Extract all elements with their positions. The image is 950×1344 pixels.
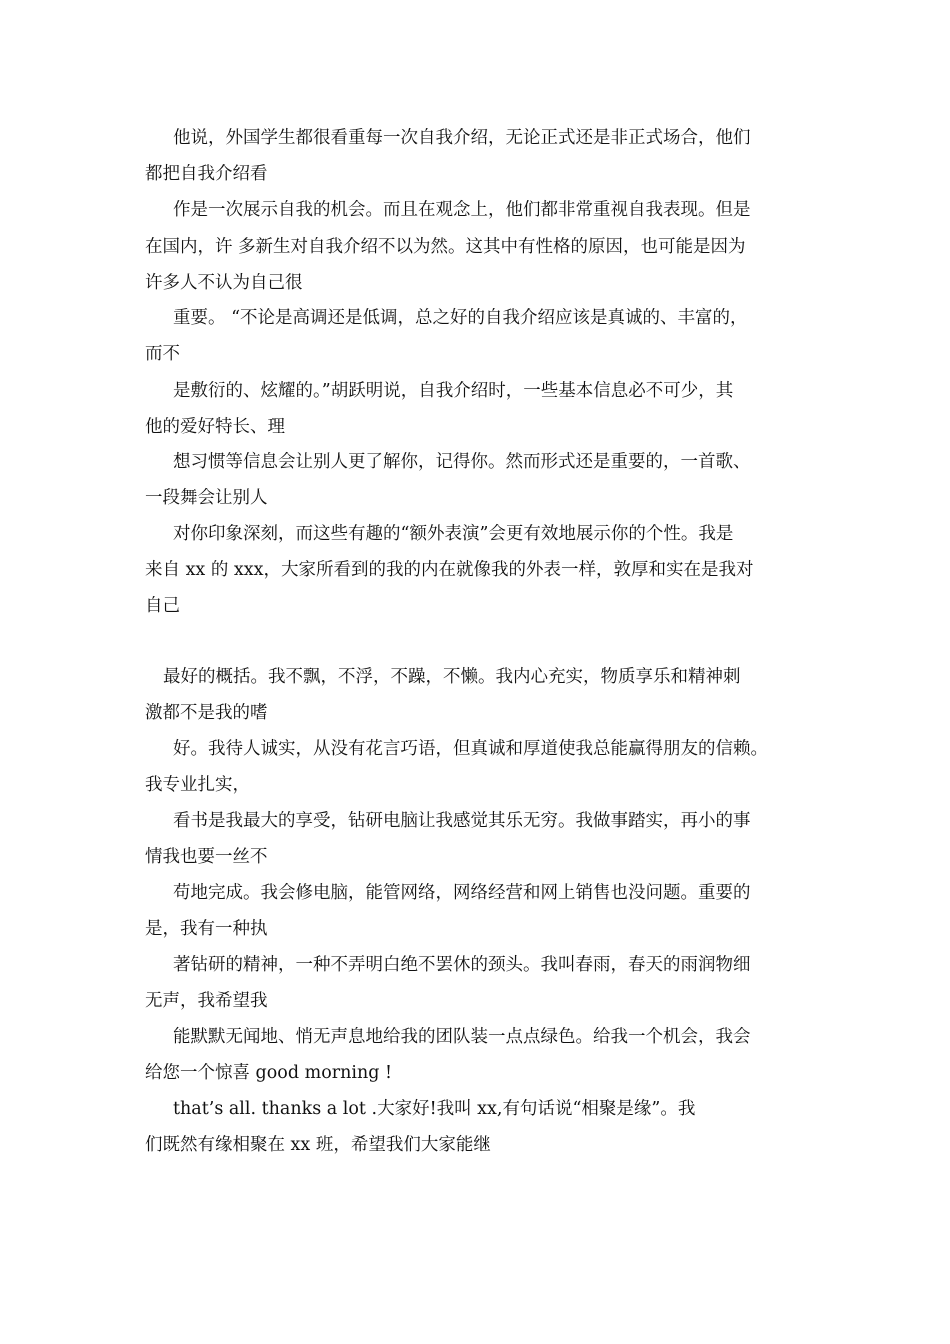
paragraph-line: 作是一次展示自我的机会。而且在观念上，他们都非常重视自我表现。但是 xyxy=(173,200,751,220)
paragraph-line: 许多人不认为自己很 xyxy=(145,273,303,293)
paragraph-line: 我专业扎实， xyxy=(145,775,250,795)
paragraph-line: 能默默无闻地、悄无声息地给我的团队装一点点绿色。给我一个机会，我会 xyxy=(173,1027,751,1047)
paragraph-line: 是敷衍的、炫耀的。”胡跃明说，自我介绍时，一些基本信息必不可少，其 xyxy=(173,381,734,401)
paragraph-line: 是，我有一种执 xyxy=(145,919,268,939)
paragraph-line: 们既然有缘相聚在 xx 班，希望我们大家能继 xyxy=(145,1135,491,1155)
paragraph-line: 激都不是我的嗜 xyxy=(145,703,268,723)
paragraph-line: 好。我待人诚实，从没有花言巧语，但真诚和厚道使我总能赢得朋友的信赖。 xyxy=(173,739,768,759)
paragraph-line: 最好的概括。我不飘，不浮，不躁，不懒。我内心充实，物质享乐和精神刺 xyxy=(163,667,741,687)
paragraph-line: 都把自我介绍看 xyxy=(145,164,268,184)
paragraph-line: 来自 xx 的 xxx，大家所看到的我的内在就像我的外表一样，敦厚和实在是我对 xyxy=(145,560,754,580)
paragraph-line: 一段舞会让别人 xyxy=(145,488,268,508)
paragraph-line: 情我也要一丝不 xyxy=(145,847,268,867)
paragraph-line: 给您一个惊喜 good morning ! xyxy=(145,1063,393,1083)
paragraph-line: 在国内，许 多新生对自我介绍不以为然。这其中有性格的原因，也可能是因为 xyxy=(145,237,746,257)
paragraph-line: 他说，外国学生都很看重每一次自我介绍，无论正式还是非正式场合，他们 xyxy=(173,128,751,148)
paragraph-line: 苟地完成。我会修电脑，能管网络，网络经营和网上销售也没问题。重要的 xyxy=(173,883,751,903)
paragraph-line: that’s all. thanks a lot .大家好!我叫 xx,有句话说“相聚是缘”。我 xyxy=(173,1099,696,1119)
paragraph-line: 对你印象深刻，而这些有趣的“额外表演”会更有效地展示你的个性。我是 xyxy=(173,524,734,544)
paragraph-line: 自己 xyxy=(145,596,180,616)
paragraph-line: 重要。 “不论是高调还是低调，总之好的自我介绍应该是真诚的、丰富的， xyxy=(173,308,748,328)
paragraph-line: 无声，我希望我 xyxy=(145,991,268,1011)
paragraph-line: 看书是我最大的享受，钻研电脑让我感觉其乐无穷。我做事踏实，再小的事 xyxy=(173,811,751,831)
paragraph-line: 著钻研的精神，一种不弄明白绝不罢休的颈头。我叫春雨，春天的雨润物细 xyxy=(173,955,751,975)
paragraph-line: 他的爱好特长、理 xyxy=(145,417,285,437)
paragraph-line: 而不 xyxy=(145,344,180,364)
paragraph-line: 想习惯等信息会让别人更了解你，记得你。然而形式还是重要的，一首歌、 xyxy=(173,452,751,472)
